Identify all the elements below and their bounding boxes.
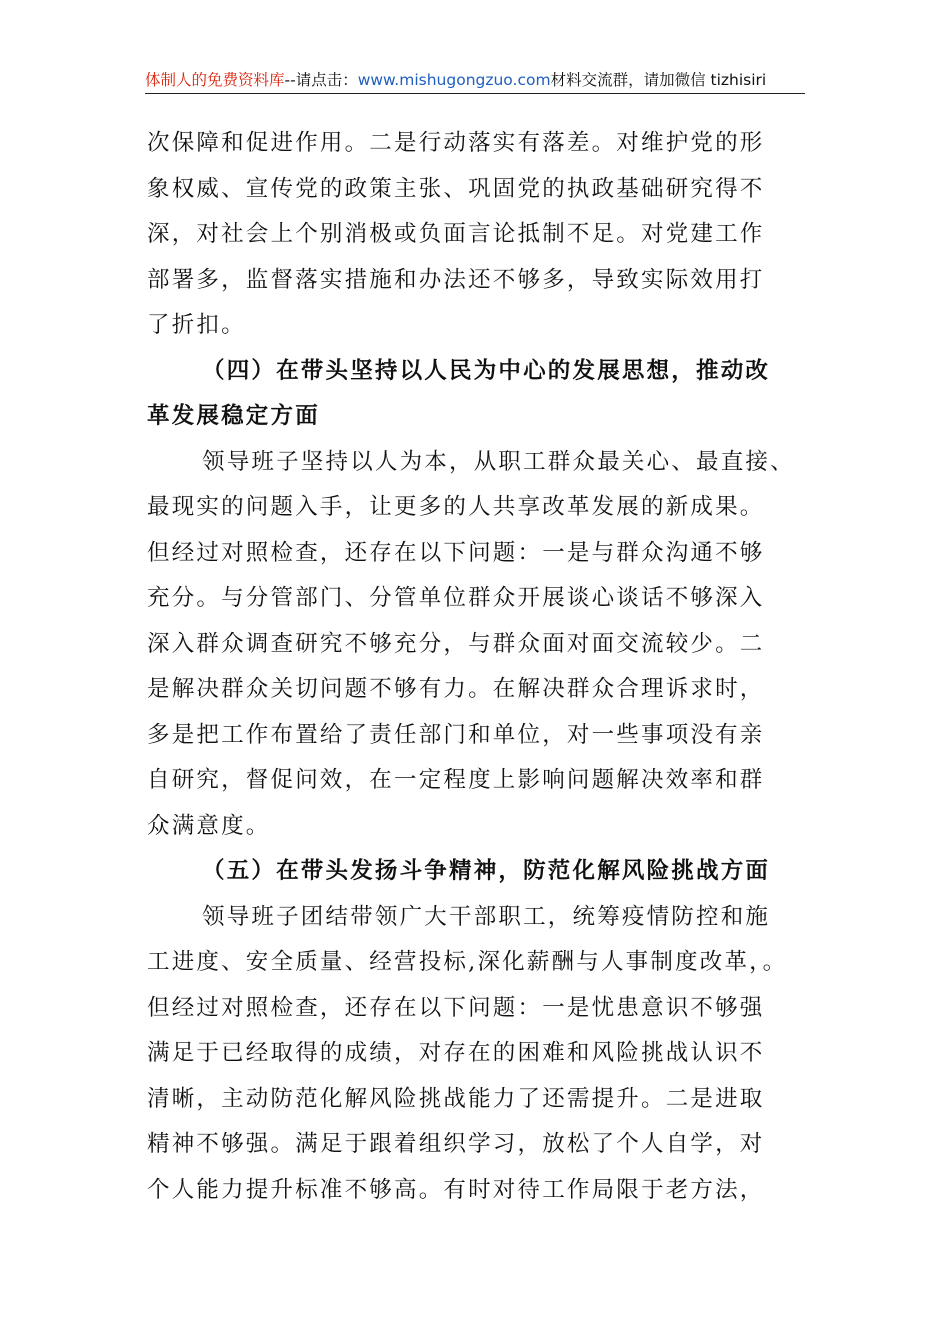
section-heading-5: （五）在带头发扬斗争精神，防范化解风险挑战方面: [202, 858, 771, 884]
document-body: [147, 121, 807, 1213]
text-line: 多是把工作布置给了责任部门和单位，对一些事项没有亲: [147, 721, 765, 748]
text-line: 领导班子坚持以人为本，从职工群众最关心、最直接、: [202, 448, 795, 475]
page-header: [145, 68, 805, 94]
text-line: 精神不够强。满足于跟着组织学习，放松了个人自学，对: [147, 1131, 765, 1157]
text-line: 深入群众调查研究不够充分，与群众面对面交流较少。二: [147, 630, 765, 657]
header-prompt: --请点击：: [284, 71, 358, 89]
text-line: 了折扣。: [147, 312, 246, 338]
text-line: 满足于已经取得的成绩，对存在的困难和风险挑战认识不: [147, 1040, 765, 1066]
header-site-name: 体制人的免费资料库: [145, 71, 285, 89]
text-line: 自研究，督促问效，在一定程度上影响问题解决效率和群: [147, 767, 765, 793]
text-line: 工进度、安全质量、经营投标,深化薪酬与人事制度改革，。: [147, 949, 788, 975]
text-line: 充分。与分管部门、分管单位群众开展谈心谈话不够深入: [147, 585, 765, 611]
text-line: 部署多，监督落实措施和办法还不够多，导致实际效用打: [147, 266, 765, 293]
text-line: 众满意度。: [147, 812, 271, 839]
text-line: 领导班子团结带领广大干部职工，统筹疫情防控和施: [202, 903, 771, 930]
section-heading-4: （四）在带头坚持以人民为中心的发展思想，推动改: [202, 357, 771, 384]
header-suffix: 材料交流群，请加微信 tizhisiri: [550, 71, 767, 89]
text-line: 个人能力提升标准不够高。有时对待工作局限于老方法，: [147, 1176, 765, 1203]
text-line: 次保障和促进作用。二是行动落实有落差。对维护党的形: [147, 130, 765, 156]
text-line: 深，对社会上个别消极或负面言论抵制不足。对党建工作: [147, 221, 765, 247]
text-line: 但经过对照检查，还存在以下问题：一是与群众沟通不够: [147, 539, 765, 566]
text-line: 是解决群众关切问题不够有力。在解决群众合理诉求时，: [147, 676, 765, 702]
text-line: 清晰，主动防范化解风险挑战能力了还需提升。二是进取: [147, 1085, 765, 1112]
text-line: 最现实的问题入手，让更多的人共享改革发展的新成果。: [147, 494, 765, 520]
text-line: 但经过对照检查，还存在以下问题：一是忧患意识不够强: [147, 994, 765, 1021]
header-url-link[interactable]: www.mishugongzuo.com: [357, 71, 551, 89]
text-line: 象权威、宣传党的政策主张、巩固党的执政基础研究得不: [147, 175, 765, 202]
section-heading-4-cont: 革发展稳定方面: [147, 403, 320, 429]
